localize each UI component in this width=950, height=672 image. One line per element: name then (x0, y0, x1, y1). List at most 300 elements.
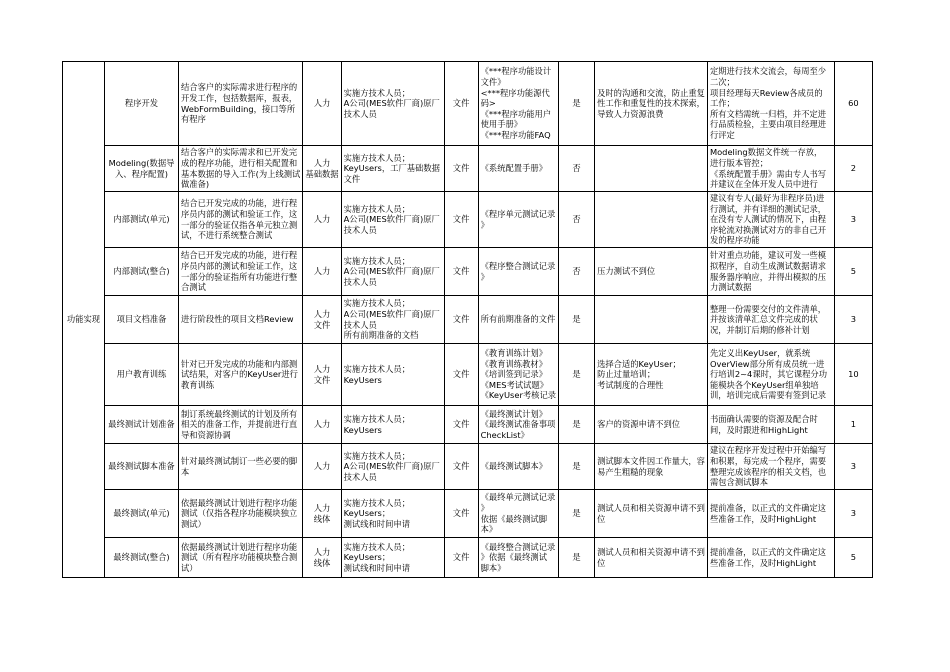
form-cell (444, 490, 478, 538)
cell-text-line: 行评定 (709, 129, 735, 140)
cell-text-line: 选择合适的KeyUser； (597, 358, 681, 369)
cell-text-line: 序员内部的测试和验证工作，这 (181, 260, 298, 271)
cell-text-line: 文件 (343, 173, 361, 184)
cell-text-line: 在没有专人测试的情况下，由程 (709, 214, 827, 225)
table-row (63, 538, 873, 578)
cell-text-line: 测试人员和相关资源申请不到 (597, 502, 705, 513)
cell-text-line: 服务器序响应，并得出模拟的压 (709, 271, 827, 282)
cell-text-line: 提前准备，以正式的文件确定这 (709, 502, 827, 513)
cell-text-line: 》 (480, 271, 489, 282)
cell-text-block (710, 66, 832, 140)
cell-text-line: 序轮流对换测试对方的非自己开 (709, 224, 827, 235)
cell-text-line: 测试（仅指各程序功能模块独立 (181, 508, 298, 519)
cell-text-line: 针对重点功能，建议可发一些模 (709, 250, 827, 261)
cell-text-line: 《最终测试脚本》 (480, 461, 547, 472)
task-name (105, 538, 179, 578)
table-row (63, 490, 873, 538)
cell-text-line: 文件 (452, 552, 470, 563)
cell-text-line: 依据最终测试计划进行程序功能 (181, 497, 298, 508)
resource-cell (303, 296, 341, 344)
cell-text-line: 整理完成该程序的相关文档，也 (709, 466, 827, 477)
resource-cell (303, 248, 341, 296)
task-description (179, 406, 303, 444)
cell-text-line: 成的程序功能，进行相关配置和 (181, 157, 298, 168)
cell-text-line: 用户教育训练 (116, 369, 167, 380)
cell-text-line: KeyUsers； (343, 552, 391, 563)
form-cell (444, 296, 478, 344)
task-description (179, 248, 303, 296)
cell-text-line: 行培训2~4课时，其它课程分功 (709, 369, 828, 380)
cell-text-line: 和积累，每完成一个程序，需要 (709, 455, 827, 466)
cell-text-line: 先定义出KeyUser，就系统 (709, 348, 811, 359)
cell-text-line: 测试线和时间申请 (343, 562, 410, 573)
measure-cell (707, 62, 834, 146)
days-cell: 3 (834, 490, 872, 538)
cell-text-line: 线体 (313, 513, 331, 524)
resource-cell (303, 444, 341, 490)
task-name (105, 296, 179, 344)
cell-text-line: 《***程序功能设计 (480, 66, 552, 77)
cell-text-line: 合测试 (181, 282, 206, 293)
cell-text-line: 制订系统最终测试的计划及所有 (181, 408, 298, 419)
cell-text-line: KeyUsers (343, 424, 382, 435)
task-description (179, 344, 303, 406)
risk-cell (595, 344, 708, 406)
cell-text-line: 文件 (452, 214, 470, 225)
resource-cell (303, 538, 341, 578)
cell-text-line: 文件 (452, 461, 470, 472)
cell-text-line: 实施方技术人员； (343, 87, 410, 98)
output-cell (478, 538, 558, 578)
risk-cell (595, 192, 708, 248)
task-name (105, 344, 179, 406)
output-cell (478, 444, 558, 490)
task-description (179, 490, 303, 538)
milestone-flag: 是 (559, 538, 595, 578)
cell-text-line: 项目文档准备 (116, 314, 167, 325)
cell-text-line: 针对已开发完成的功能和内部测 (181, 358, 298, 369)
cell-text-block (181, 147, 300, 189)
cell-text-line: 入、程序配置) (114, 168, 169, 179)
cell-text-line: 人力 (313, 308, 331, 319)
cell-text-line: 文件 (452, 163, 470, 174)
staff-cell (341, 62, 444, 146)
output-cell (478, 296, 558, 344)
risk-cell (595, 538, 708, 578)
resource-cell (303, 490, 341, 538)
milestone-flag: 是 (559, 406, 595, 444)
cell-text-line: 测试（所有程序功能模块整合测 (181, 552, 298, 563)
milestone-flag: 是 (559, 344, 595, 406)
risk-cell (595, 146, 708, 192)
cell-text-line: 试） (181, 562, 198, 573)
cell-text-block (710, 193, 832, 246)
cell-text-line: 《KeyUser考核记录 (480, 390, 557, 401)
measure-cell (707, 146, 834, 192)
cell-text-line: 结合客户的实际需求和已开发完 (181, 147, 298, 158)
cell-text-line: 人力 (313, 461, 331, 472)
cell-text-line: 内部测试(单元) (113, 214, 170, 225)
cell-text-line: 测试人员和相关资源申请不到 (597, 546, 705, 557)
cell-text-line: 位 (597, 557, 606, 568)
cell-text-block (481, 348, 556, 401)
cell-text-line: 实施方技术人员； (343, 497, 410, 508)
cell-text-line: 序员内部的测试和验证工作，这 (181, 208, 298, 219)
table-row (63, 248, 873, 296)
cell-text-block (481, 409, 556, 441)
staff-cell (341, 192, 444, 248)
risk-cell (595, 248, 708, 296)
cell-text-block (181, 198, 300, 240)
cell-text-line: 测试线和时间申请 (343, 518, 410, 529)
cell-text-line: 人力 (313, 214, 331, 225)
table-row (63, 296, 873, 344)
cell-text-line: 人力 (313, 419, 331, 430)
cell-text-line: 些准备工作，及时HighLight (709, 513, 817, 524)
cell-text-line: A公司(MES软件厂商)原厂 (343, 98, 440, 109)
cell-text-line: 文件 (313, 374, 331, 385)
form-cell (444, 406, 478, 444)
cell-text-line: 本 (181, 466, 190, 477)
table-row (63, 344, 873, 406)
cell-text-line: 能模块各个KeyUser组单独培 (709, 379, 819, 390)
staff-cell (341, 490, 444, 538)
cell-text-line: 实施方技术人员； (343, 450, 410, 461)
resource-cell (303, 406, 341, 444)
cell-text-block (344, 542, 442, 574)
cell-text-line: 文件 (452, 98, 470, 109)
cell-text-line: 测试脚本文件因工作量大，容 (597, 455, 705, 466)
cell-text-line: 《系统配置手册》 (480, 163, 547, 174)
cell-text-block (181, 82, 300, 124)
form-cell (444, 344, 478, 406)
cell-text-line: 人力 (313, 546, 331, 557)
cell-text-line: 最终测试脚本准备 (108, 461, 175, 472)
cell-text-line: 使用手册》 (480, 119, 523, 130)
cell-text-line: 试，不进行系统整合测试 (181, 230, 273, 241)
cell-text-line: 结合已开发完成的功能，进行程 (181, 250, 298, 261)
cell-text-line: 技术人员 (343, 108, 377, 119)
cell-text-line: A公司(MES软件厂商)原厂 (343, 308, 440, 319)
cell-text-line: 线体 (313, 557, 331, 568)
phase-cell: 功能实现 (63, 62, 105, 578)
cell-text-line: 导和资源协调 (181, 429, 231, 440)
days-cell: 3 (834, 296, 872, 344)
cell-text-line: 进行版本管控； (709, 157, 769, 168)
cell-text-line: OverView部分所有成员统一进 (709, 358, 825, 369)
cell-text-line: 技术人员 (343, 471, 377, 482)
cell-text-line: 一部分的验证指所有功能进行整 (181, 271, 298, 282)
cell-text-line: 建议有专人(最好为非程序员)进 (709, 193, 825, 204)
cell-text-line: 行测试，并有详细的测试记录， (709, 203, 827, 214)
cell-text-line: A公司(MES软件厂商)原厂 (343, 266, 440, 277)
cell-text-line: 建议在程序开发过程中开始编写 (709, 445, 827, 456)
cell-text-line: 《教育训练教材》 (480, 358, 547, 369)
cell-text-line: 针对最终测试制订一些必要的脚 (181, 455, 298, 466)
cell-text-line: 技术人员 (343, 319, 377, 330)
cell-text-line: 拟程序，自动生成测试数据请求 (709, 260, 827, 271)
form-cell (444, 248, 478, 296)
cell-text-line: 《最终测试准备事项 (480, 419, 556, 430)
cell-text-line: 并按该清单汇总文件完成的状 (709, 314, 818, 325)
output-cell (478, 248, 558, 296)
cell-text-line: A公司(MES软件厂商)原厂 (343, 461, 440, 472)
cell-text-line: 人力 (313, 363, 331, 374)
measure-cell (707, 444, 834, 490)
form-cell (444, 192, 478, 248)
task-description (179, 192, 303, 248)
cell-text-line: 《MES考试试题》 (480, 379, 549, 390)
cell-text-line: 所有前期准备的文档 (343, 330, 419, 341)
cell-text-line: 况，并制订后期的修补计划 (709, 324, 810, 335)
cell-text-line: 进行阶段性的项目文档Review (181, 314, 294, 325)
table-row (63, 192, 873, 248)
cell-text-block (481, 542, 556, 574)
milestone-flag: 是 (559, 296, 595, 344)
days-cell: 5 (834, 538, 872, 578)
cell-text-line: 内部测试(整合) (113, 266, 170, 277)
cell-text-block (181, 409, 300, 441)
cell-text-line: 本》 (480, 524, 498, 535)
cell-text-line: 所有文档需统一归档，并不定进 (709, 108, 827, 119)
cell-text-line: 结合客户的实际需求进行程序的 (181, 82, 298, 93)
cell-text-line: 实施方技术人员； (343, 413, 410, 424)
cell-text-line: 行品质检验，主要由项目经理进 (709, 119, 827, 130)
cell-text-line: 《程序整合测试记录 (480, 260, 556, 271)
milestone-flag: 是 (559, 444, 595, 490)
cell-text-line: 基本数据的导入工作(为上线测试 (181, 168, 301, 179)
resource-cell (303, 344, 341, 406)
days-cell: 2 (834, 146, 872, 192)
cell-text-line: 文件 (452, 266, 470, 277)
cell-text-line: 人力 (313, 98, 331, 109)
cell-text-line: 人力 (313, 266, 331, 277)
cell-text-block (710, 445, 832, 487)
days-cell: 10 (834, 344, 872, 406)
cell-text-line: 一部分的验证仅指各单元独立测 (181, 219, 298, 230)
task-description (179, 62, 303, 146)
cell-text-line: 需包含测试脚本 (709, 477, 769, 488)
output-cell (478, 146, 558, 192)
measure-cell (707, 538, 834, 578)
staff-cell (341, 444, 444, 490)
cell-text-line: 最终测试计划准备 (108, 419, 175, 430)
measure-cell (707, 344, 834, 406)
cell-text-line: 技术人员 (343, 276, 377, 287)
cell-text-line: Modeling数据文件统一存放， (709, 147, 823, 158)
cell-text-line: 《***程序功能FAQ (480, 129, 551, 140)
task-name (105, 192, 179, 248)
output-cell (478, 490, 558, 538)
cell-text-line: 相关的准备工作，并提前进行直 (181, 419, 298, 430)
cell-text-line: 人力 (313, 502, 331, 513)
cell-text-line: 基础数据 (305, 168, 339, 179)
form-cell (444, 444, 478, 490)
cell-text-line: 《教育训练计划》 (480, 348, 547, 359)
measure-cell (707, 490, 834, 538)
cell-text-line: 技术人员 (343, 224, 377, 235)
cell-text-line: <***程序功能源代 (480, 87, 550, 98)
task-description (179, 538, 303, 578)
cell-text-line: 《最终测试计划》 (480, 408, 547, 419)
cell-text-line: 》 (480, 502, 489, 513)
cell-text-block (710, 147, 832, 189)
risk-cell (595, 296, 708, 344)
measure-cell (707, 192, 834, 248)
cell-text-line: 依据最终测试计划进行程序功能 (181, 541, 298, 552)
cell-text-line: 考试制度的合理性 (597, 379, 664, 390)
cell-text-block (181, 250, 300, 292)
cell-text-line: 间，及时跟进和HighLight (709, 424, 808, 435)
table-row (63, 62, 873, 146)
task-description (179, 444, 303, 490)
cell-text-line: 实施方技术人员； (343, 298, 410, 309)
cell-text-line: 最终测试(整合) (113, 552, 170, 563)
cell-text-line: 易产生粗糙的现象 (597, 466, 664, 477)
cell-text-line: 并建议在全体开发人员中进行 (709, 179, 818, 190)
cell-text-line: 文件 (452, 314, 470, 325)
task-name (105, 406, 179, 444)
cell-text-block (710, 348, 832, 401)
output-cell (478, 62, 558, 146)
staff-cell (341, 146, 444, 192)
cell-text-line: KeyUsers； (343, 508, 391, 519)
cell-text-line: 码> (480, 98, 496, 109)
milestone-flag: 否 (559, 146, 595, 192)
cell-text-line: 发的程序功能 (709, 235, 760, 246)
cell-text-line: 项目经理每天Review各成员的 (709, 87, 823, 98)
project-plan-table (62, 61, 873, 578)
days-cell: 3 (834, 444, 872, 490)
output-cell (478, 406, 558, 444)
risk-cell (595, 406, 708, 444)
cell-text-block (344, 298, 442, 340)
cell-text-line: 位 (597, 513, 606, 524)
cell-text-line: 整理一份需要交付的文件清单， (709, 303, 827, 314)
cell-text-line: 试结果，对客户的KeyUser进行 (181, 369, 298, 380)
cell-text-line: 依据《最终测试脚 (480, 513, 547, 524)
staff-cell (341, 406, 444, 444)
table-row (63, 406, 873, 444)
cell-text-line: 客户的资源申请不到位 (597, 419, 681, 430)
cell-text-line: 实施方技术人员； (343, 152, 410, 163)
risk-cell (595, 444, 708, 490)
cell-text-line: 压力测试不到位 (597, 266, 656, 277)
cell-text-line: 《最终单元测试记录 (480, 492, 556, 503)
milestone-flag: 是 (559, 490, 595, 538)
output-cell (478, 192, 558, 248)
cell-text-line: A公司(MES软件厂商)原厂 (343, 214, 440, 225)
days-cell: 1 (834, 406, 872, 444)
days-cell: 60 (834, 62, 872, 146)
measure-cell (707, 406, 834, 444)
task-name (105, 146, 179, 192)
cell-text-line: 做准备) (181, 179, 210, 190)
task-description (179, 146, 303, 192)
cell-text-line: 防止过量培训； (597, 369, 656, 380)
cell-text-line: 文件 (452, 508, 470, 519)
task-name (105, 490, 179, 538)
days-cell: 3 (834, 192, 872, 248)
cell-text-line: 工作； (709, 98, 735, 109)
milestone-flag: 否 (559, 192, 595, 248)
cell-text-line: CheckList》 (480, 429, 529, 440)
cell-text-line: 实施方技术人员； (343, 363, 410, 374)
table-row (63, 146, 873, 192)
cell-text-line: 教育训练 (181, 379, 215, 390)
table-row (63, 444, 873, 490)
days-cell: 5 (834, 248, 872, 296)
cell-text-line: 开发工作，包括数据库，报表， (181, 92, 298, 103)
staff-cell (341, 538, 444, 578)
cell-text-line: 力测试数据 (709, 282, 752, 293)
output-cell (478, 344, 558, 406)
cell-text-line: 导致人力资源浪费 (597, 108, 664, 119)
cell-text-line: 《程序单元测试记录 (480, 208, 556, 219)
cell-text-block (181, 542, 300, 574)
staff-cell (341, 248, 444, 296)
measure-cell (707, 248, 834, 296)
cell-text-line: 《系统配置手册》需由专人书写 (709, 168, 827, 179)
cell-text-line: KeyUsers，工厂基础数据 (343, 163, 440, 174)
cell-text-line: 测试） (181, 518, 206, 529)
cell-text-line: KeyUsers (343, 374, 382, 385)
form-cell (444, 62, 478, 146)
cell-text-line: 实施方技术人员； (343, 541, 410, 552)
task-description (179, 296, 303, 344)
form-cell (444, 538, 478, 578)
cell-text-line: Modeling(数据导 (108, 157, 175, 168)
task-name (105, 62, 179, 146)
cell-text-block (710, 250, 832, 292)
cell-text-line: 实施方技术人员； (343, 255, 410, 266)
cell-text-line: 性工作和重复性的技术探索， (597, 98, 705, 109)
cell-text-line: 及时的沟通和交流，防止重复 (597, 87, 705, 98)
milestone-flag: 是 (559, 62, 595, 146)
cell-text-line: 提前准备，以正式的文件确定这 (709, 546, 827, 557)
risk-cell (595, 490, 708, 538)
cell-text-line: 有程序 (181, 114, 206, 125)
cell-text-line: 程序开发 (124, 98, 159, 109)
task-name (105, 248, 179, 296)
cell-text-line: 实施方技术人员； (343, 203, 410, 214)
cell-text-line: 最终测试(单元) (113, 508, 170, 519)
cell-text-line: 文件 (452, 369, 470, 380)
cell-text-line: 》 (480, 219, 489, 230)
cell-text-line: 《***程序功能用户 (480, 108, 552, 119)
cell-text-line: 二次； (709, 77, 735, 88)
staff-cell (341, 296, 444, 344)
risk-cell (595, 62, 708, 146)
task-name (105, 444, 179, 490)
cell-text-line: 《最终整合测试记录 (480, 541, 556, 552)
cell-text-line: 定期进行技术交流会，每周至少 (709, 66, 827, 77)
cell-text-line: 些准备工作，及时HighLight (709, 557, 817, 568)
form-cell (444, 146, 478, 192)
milestone-flag: 否 (559, 248, 595, 296)
cell-text-block (481, 66, 556, 140)
resource-cell (303, 192, 341, 248)
cell-text-line: 训，培训完成后需要有签到记录 (709, 390, 827, 401)
cell-text-line: 《培训签到记录》 (480, 369, 547, 380)
cell-text-line: 》依据《最终测试 (480, 552, 547, 563)
measure-cell (707, 296, 834, 344)
resource-cell (303, 62, 341, 146)
cell-text-line: 文件 (313, 319, 331, 330)
cell-text-line: 文件 (452, 419, 470, 430)
staff-cell (341, 344, 444, 406)
cell-text-line: 文件》 (480, 77, 506, 88)
